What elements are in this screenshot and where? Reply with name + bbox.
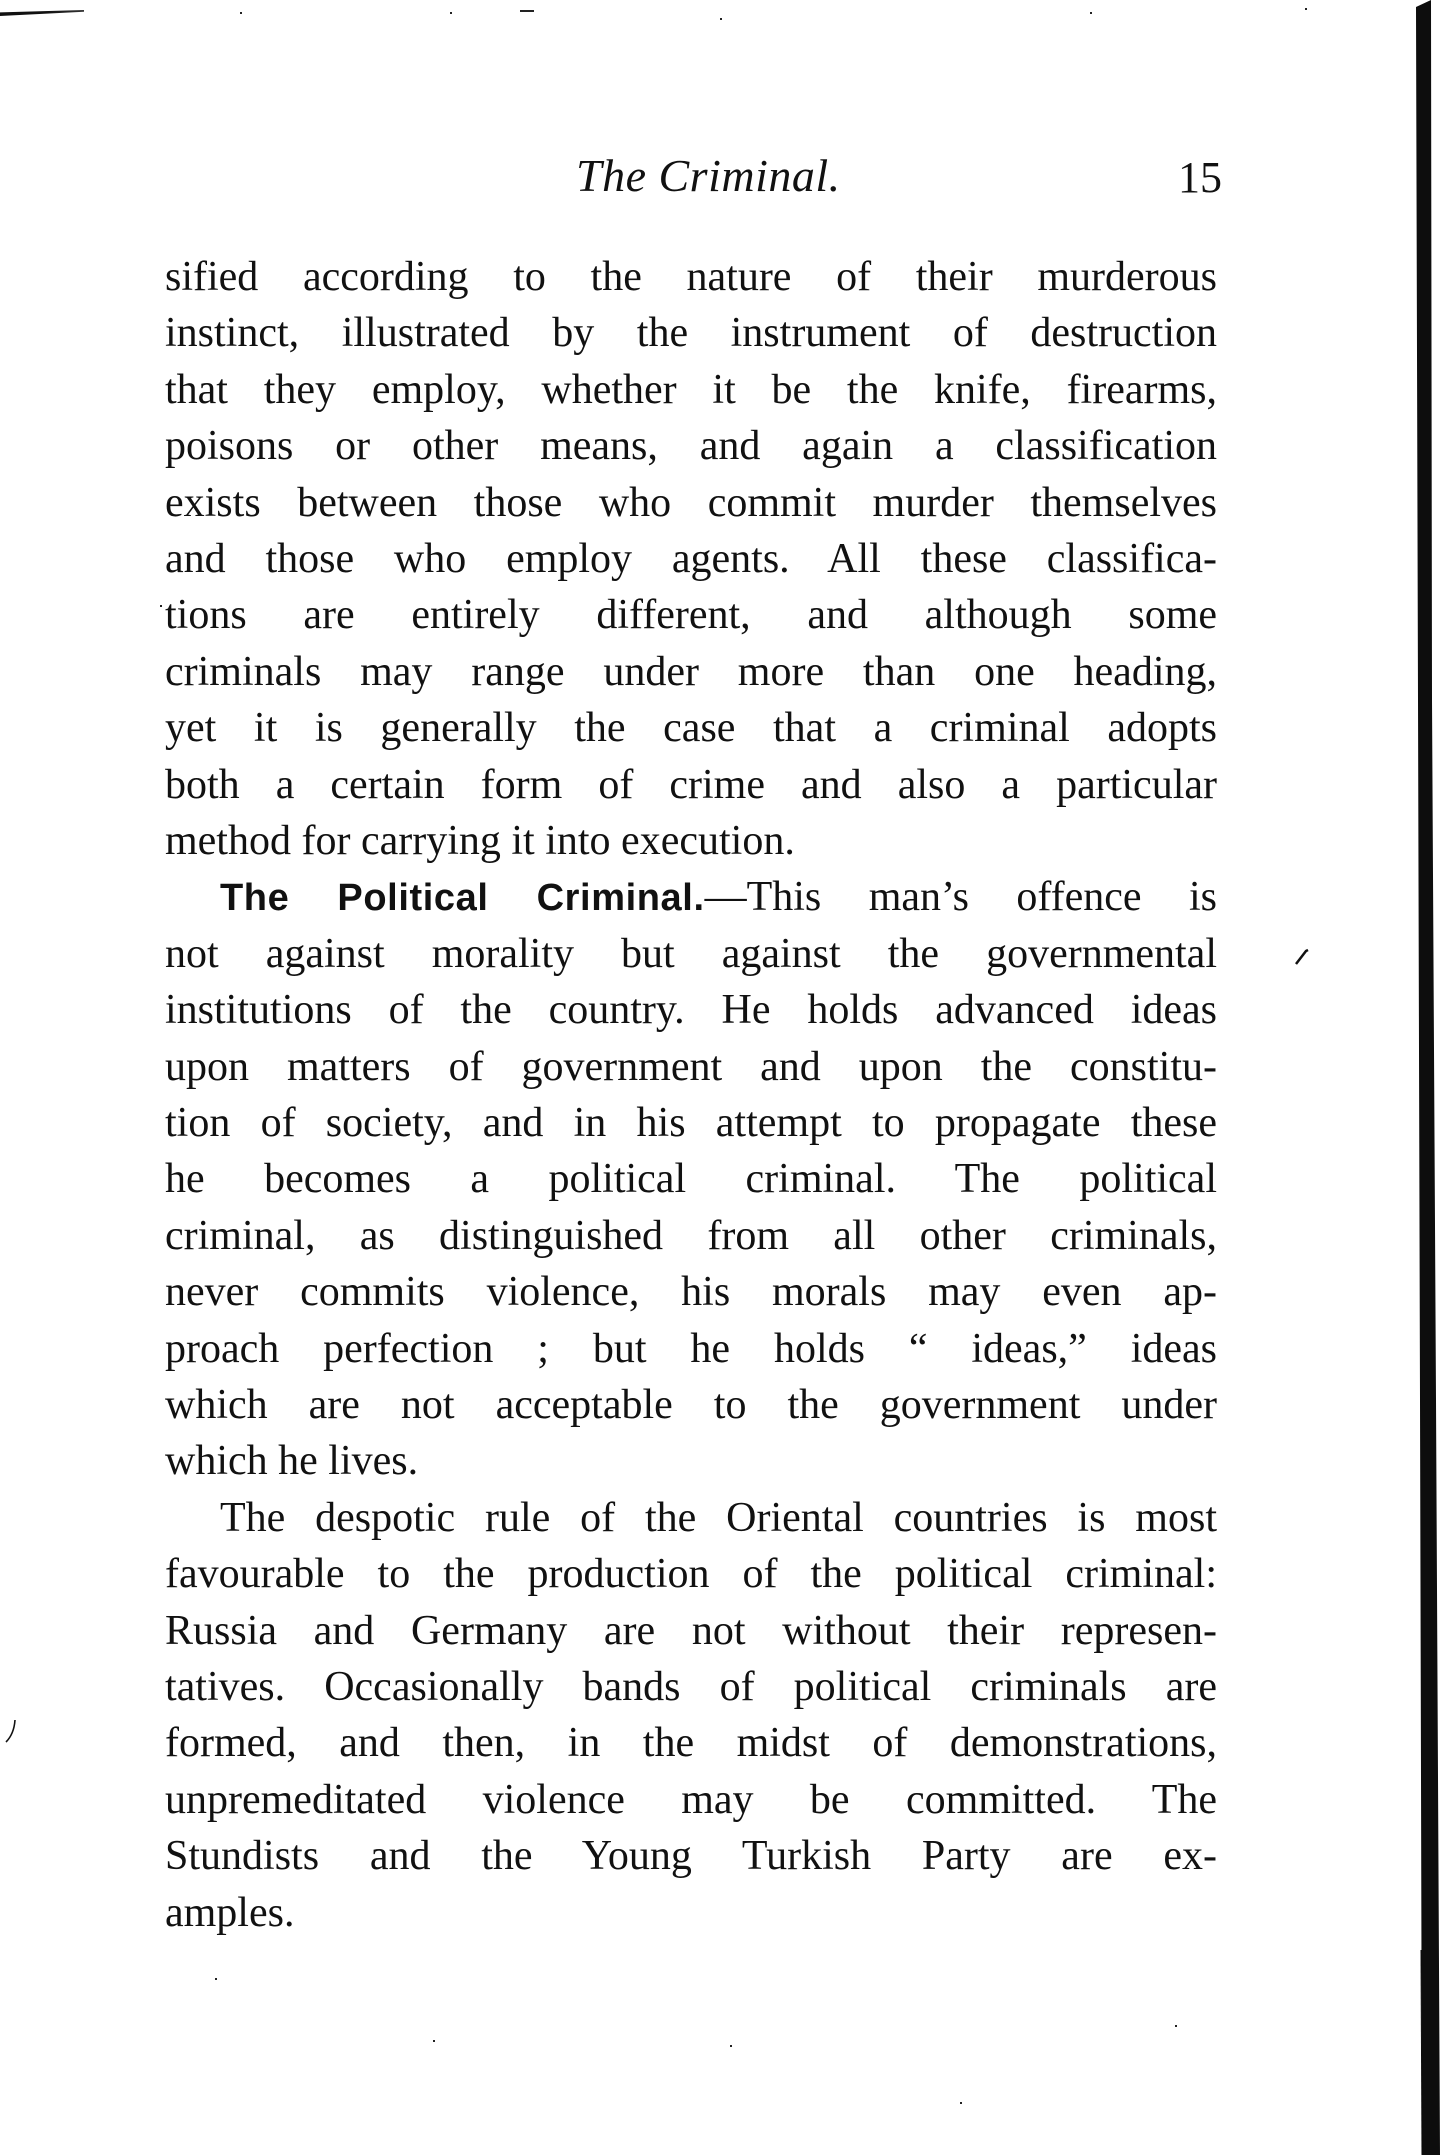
scan-speck	[450, 12, 452, 14]
text-line: The despotic rule of the Oriental countries is most	[220, 1495, 1217, 1541]
page-binding-edge	[1410, 0, 1440, 2155]
text-line: poisons or other means, and again a classification	[165, 423, 1217, 469]
text-line: not against morality but against the governmental	[165, 931, 1217, 977]
text-line: method for carrying it into execution.	[165, 818, 795, 864]
scan-speck	[520, 10, 534, 12]
scan-speck	[160, 605, 162, 607]
text-line: criminal, as distinguished from all other criminals,	[165, 1213, 1217, 1259]
text-line: formed, and then, in the midst of demonstrations,	[165, 1720, 1217, 1766]
scan-speck	[730, 2045, 732, 2047]
section-heading-line	[220, 869, 1217, 925]
text-line: upon matters of government and upon the constitu-	[165, 1044, 1217, 1090]
page-number: 15	[1178, 153, 1222, 202]
scan-speck	[1175, 2025, 1177, 2027]
text-line: Stundists and the Young Turkish Party are ex-	[165, 1833, 1217, 1879]
text-line: and those who employ agents. All these classifica-	[165, 536, 1217, 582]
text-line: criminals may range under more than one heading,	[165, 649, 1217, 695]
text-line: never commits violence, his morals may even ap-	[165, 1269, 1217, 1315]
text-line: tatives. Occasionally bands of political criminals are	[165, 1664, 1217, 1710]
margin-pencil-mark	[1294, 948, 1310, 966]
scan-speck	[240, 12, 242, 14]
text-line: Russia and Germany are not without their represen-	[165, 1608, 1217, 1654]
scan-speck	[1090, 12, 1092, 14]
text-line: that they employ, whether it be the knife, firearms,	[165, 367, 1217, 413]
text-line: yet it is generally the case that a criminal adopts	[165, 705, 1217, 751]
text-line: both a certain form of crime and also a particular	[165, 762, 1217, 808]
text-line: amples.	[165, 1890, 295, 1936]
text-run: —This man’s offence is	[704, 874, 1217, 920]
scan-speck	[433, 2040, 435, 2042]
text-line: he becomes a political criminal. The political	[165, 1156, 1217, 1202]
text-line: proach perfection ; but he holds “ ideas,” ideas	[165, 1326, 1217, 1372]
scan-speck	[215, 1978, 217, 1980]
running-head: The Criminal.	[576, 150, 841, 201]
section-heading: The Political Criminal.	[220, 877, 705, 919]
text-line: exists between those who commit murder themselves	[165, 480, 1217, 526]
text-line: which he lives.	[165, 1438, 419, 1484]
margin-pencil-mark	[4, 1718, 18, 1744]
text-line: tions are entirely different, and although some	[165, 592, 1217, 638]
text-line: which are not acceptable to the government under	[165, 1382, 1217, 1428]
text-line: unpremeditated violence may be committed. The	[165, 1777, 1217, 1823]
text-line: sified according to the nature of their murderous	[165, 254, 1217, 300]
scan-speck	[1305, 8, 1307, 10]
text-line: favourable to the production of the political criminal:	[165, 1551, 1217, 1597]
text-line: instinct, illustrated by the instrument of destruction	[165, 310, 1217, 356]
text-line: institutions of the country. He holds advanced ideas	[165, 987, 1217, 1033]
scan-speck	[960, 2102, 962, 2104]
scan-edge-rule	[0, 10, 84, 16]
scan-speck	[720, 18, 722, 20]
text-line: tion of society, and in his attempt to propagate these	[165, 1100, 1217, 1146]
